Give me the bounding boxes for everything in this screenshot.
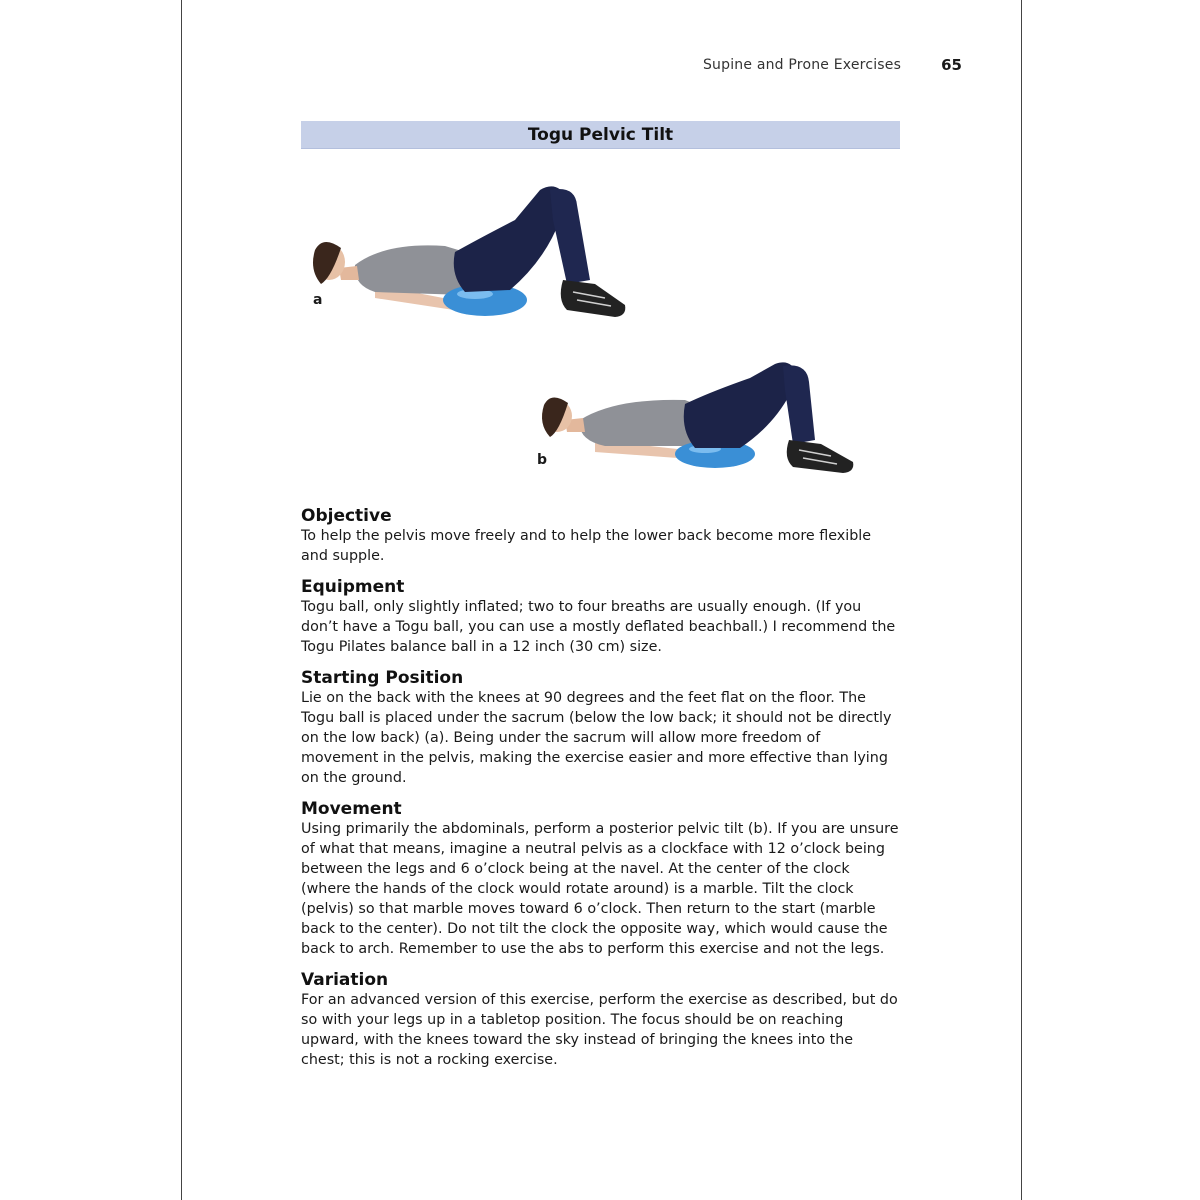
running-head-section: Supine and Prone Exercises [702,57,902,73]
section-heading: Objective [301,506,392,526]
section-body: Using primarily the abdominals, perform a posterior pelvic tilt (b). If you are unsure of what that means, imagine a neutral pelvis as a clockface with 12 o’clock being between the legs and 6 o’clock being at the navel. At the center of the clock (where the hands of the clock would rotate around) is a marble. Tilt the clock (pelvis) so that marble moves toward 6 o’clock. Then return to the start (marble back to the center). Do not tilt the clock the opposite way, which would cause the back to arch. Remember to use the abs to perform this exercise and not the legs. [301,821,899,957]
section-heading: Variation [301,970,389,990]
figure-label-a: a [313,292,323,308]
figure-label-b: b [537,452,548,468]
section-heading: Movement [301,799,402,819]
section-equipment [301,577,901,657]
section-variation [301,970,901,1070]
section-body: Togu ball, only slightly inflated; two to four breaths are usually enough. (If you don’t have a Togu ball, you can use a mostly deflated beachball.) I recommend the Togu Pilates balance ball in a 12 inch (30 cm) size. [301,599,896,655]
page-number: 65 [941,56,962,74]
section-heading: Starting Position [301,668,464,688]
section-body: Lie on the back with the knees at 90 degrees and the feet flat on the floor. The Togu ball is placed under the sacrum (below the low back; it should not be directly on the low back) (a). Being under the sacrum will allow more freedom of movement in the pelvis, making the exercise easier and more effective than lying on the ground. [301,690,892,786]
photo-starting-position [305,180,635,330]
section-body: To help the pelvis move freely and to help the lower back become more flexible and supple. [301,528,872,564]
section-body: For an advanced version of this exercise, perform the exercise as described, but do so with your legs up in a tabletop position. The focus should be on reaching upward, with the knees toward the sky instead of bringing the knees into the chest; this is not a rocking exercise. [301,992,898,1068]
exercise-description [301,506,901,1081]
section-objective [301,506,901,566]
exercise-title-bar [301,121,900,149]
running-head [600,56,962,74]
section-movement [301,799,901,959]
section-starting-position [301,668,901,788]
exercise-title: Togu Pelvic Tilt [527,124,674,145]
photo-movement [535,360,865,480]
section-heading: Equipment [301,577,405,597]
